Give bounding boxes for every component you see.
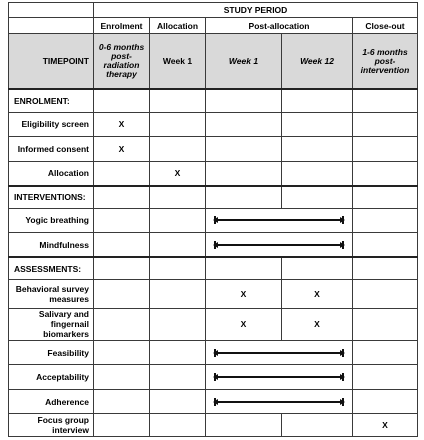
mark-eligibility-enrolment: X	[94, 112, 150, 137]
timepoint-week-1: Week 1	[206, 33, 282, 89]
section-label-enrolment: ENROLMENT:	[9, 89, 94, 112]
header-row-study-period	[9, 3, 418, 18]
header-blank-cell	[9, 3, 94, 18]
phase-enrolment: Enrolment	[94, 18, 150, 33]
timepoint-close-out: 1-6 months post-intervention	[353, 33, 418, 89]
empty-cell	[282, 161, 353, 186]
empty-cell	[353, 137, 418, 162]
empty-cell	[94, 233, 150, 258]
row-label-consent: Informed consent	[9, 137, 94, 162]
empty-cell	[353, 161, 418, 186]
empty-cell	[282, 414, 353, 437]
span-yogic	[206, 208, 353, 233]
row-label-yogic: Yogic breathing	[9, 208, 94, 233]
empty-cell	[282, 112, 353, 137]
table-row	[9, 340, 418, 365]
row-label-adherence: Adherence	[9, 389, 94, 414]
table-row	[9, 137, 418, 162]
empty-cell	[150, 208, 206, 233]
mark-consent-enrolment: X	[94, 137, 150, 162]
timepoint-enrolment: 0-6 months post-radiation therapy	[94, 33, 150, 89]
empty-cell	[94, 365, 150, 390]
empty-cell	[206, 257, 282, 280]
empty-cell	[206, 161, 282, 186]
mark-behavioral-week12: X	[282, 280, 353, 309]
duration-arrow	[214, 376, 344, 378]
mark-salivary-week1: X	[206, 309, 282, 341]
empty-cell	[282, 137, 353, 162]
header-blank-cell	[9, 18, 94, 33]
empty-cell	[353, 280, 418, 309]
timepoint-week-12: Week 12	[282, 33, 353, 89]
empty-cell	[353, 340, 418, 365]
phase-close-out: Close-out	[353, 18, 418, 33]
empty-cell	[94, 340, 150, 365]
empty-cell	[94, 309, 150, 341]
empty-cell	[150, 112, 206, 137]
empty-cell	[353, 233, 418, 258]
mark-salivary-week12: X	[282, 309, 353, 341]
table-row	[9, 365, 418, 390]
table-row	[9, 112, 418, 137]
empty-cell	[94, 280, 150, 309]
table-row	[9, 208, 418, 233]
table-row	[9, 233, 418, 258]
row-label-salivary: Salivary and fingernail biomarkers	[9, 309, 94, 341]
empty-cell	[353, 309, 418, 341]
empty-cell	[353, 89, 418, 112]
empty-cell	[94, 257, 150, 280]
timepoint-label: TIMEPOINT	[9, 33, 94, 89]
phase-post-allocation: Post-allocation	[206, 18, 353, 33]
table-row	[9, 309, 418, 341]
phase-allocation: Allocation	[150, 18, 206, 33]
empty-cell	[206, 89, 282, 112]
span-mindfulness	[206, 233, 353, 258]
duration-arrow	[214, 219, 344, 221]
span-adherence	[206, 389, 353, 414]
row-label-acceptability: Acceptability	[9, 365, 94, 390]
empty-cell	[94, 208, 150, 233]
empty-cell	[150, 340, 206, 365]
empty-cell	[150, 137, 206, 162]
empty-cell	[150, 89, 206, 112]
empty-cell	[282, 257, 353, 280]
row-label-eligibility: Eligibility screen	[9, 112, 94, 137]
mark-allocation-week1: X	[150, 161, 206, 186]
empty-cell	[150, 233, 206, 258]
empty-cell	[94, 414, 150, 437]
duration-arrow	[214, 352, 344, 354]
empty-cell	[353, 389, 418, 414]
empty-cell	[150, 389, 206, 414]
empty-cell	[150, 309, 206, 341]
empty-cell	[206, 137, 282, 162]
header-row-timepoints	[9, 33, 418, 89]
empty-cell	[282, 186, 353, 209]
section-row-interventions	[9, 186, 418, 209]
study-period-heading: STUDY PERIOD	[94, 3, 418, 18]
duration-arrow	[214, 401, 344, 403]
mark-focus-closeout: X	[353, 414, 418, 437]
spirit-schedule-table	[8, 2, 418, 437]
section-row-enrolment	[9, 89, 418, 112]
empty-cell	[353, 186, 418, 209]
empty-cell	[150, 365, 206, 390]
table-row	[9, 280, 418, 309]
empty-cell	[150, 257, 206, 280]
span-acceptability	[206, 365, 353, 390]
table-row	[9, 389, 418, 414]
empty-cell	[282, 89, 353, 112]
section-row-assessments	[9, 257, 418, 280]
empty-cell	[94, 161, 150, 186]
row-label-focus: Focus group interview	[9, 414, 94, 437]
section-label-assessments: ASSESSMENTS:	[9, 257, 94, 280]
table-row	[9, 161, 418, 186]
empty-cell	[150, 414, 206, 437]
empty-cell	[353, 257, 418, 280]
empty-cell	[94, 186, 150, 209]
row-label-behavioral: Behavioral survey measures	[9, 280, 94, 309]
span-feasibility	[206, 340, 353, 365]
mark-behavioral-week1: X	[206, 280, 282, 309]
section-label-interventions: INTERVENTIONS:	[9, 186, 94, 209]
empty-cell	[206, 414, 282, 437]
empty-cell	[150, 186, 206, 209]
row-label-mindfulness: Mindfulness	[9, 233, 94, 258]
table-row	[9, 414, 418, 437]
empty-cell	[206, 186, 282, 209]
empty-cell	[94, 389, 150, 414]
empty-cell	[353, 365, 418, 390]
row-label-feasibility: Feasibility	[9, 340, 94, 365]
empty-cell	[150, 280, 206, 309]
timepoint-allocation: Week 1	[150, 33, 206, 89]
empty-cell	[94, 89, 150, 112]
header-row-phases	[9, 18, 418, 33]
duration-arrow	[214, 244, 344, 246]
empty-cell	[353, 208, 418, 233]
empty-cell	[206, 112, 282, 137]
empty-cell	[353, 112, 418, 137]
row-label-allocation: Allocation	[9, 161, 94, 186]
